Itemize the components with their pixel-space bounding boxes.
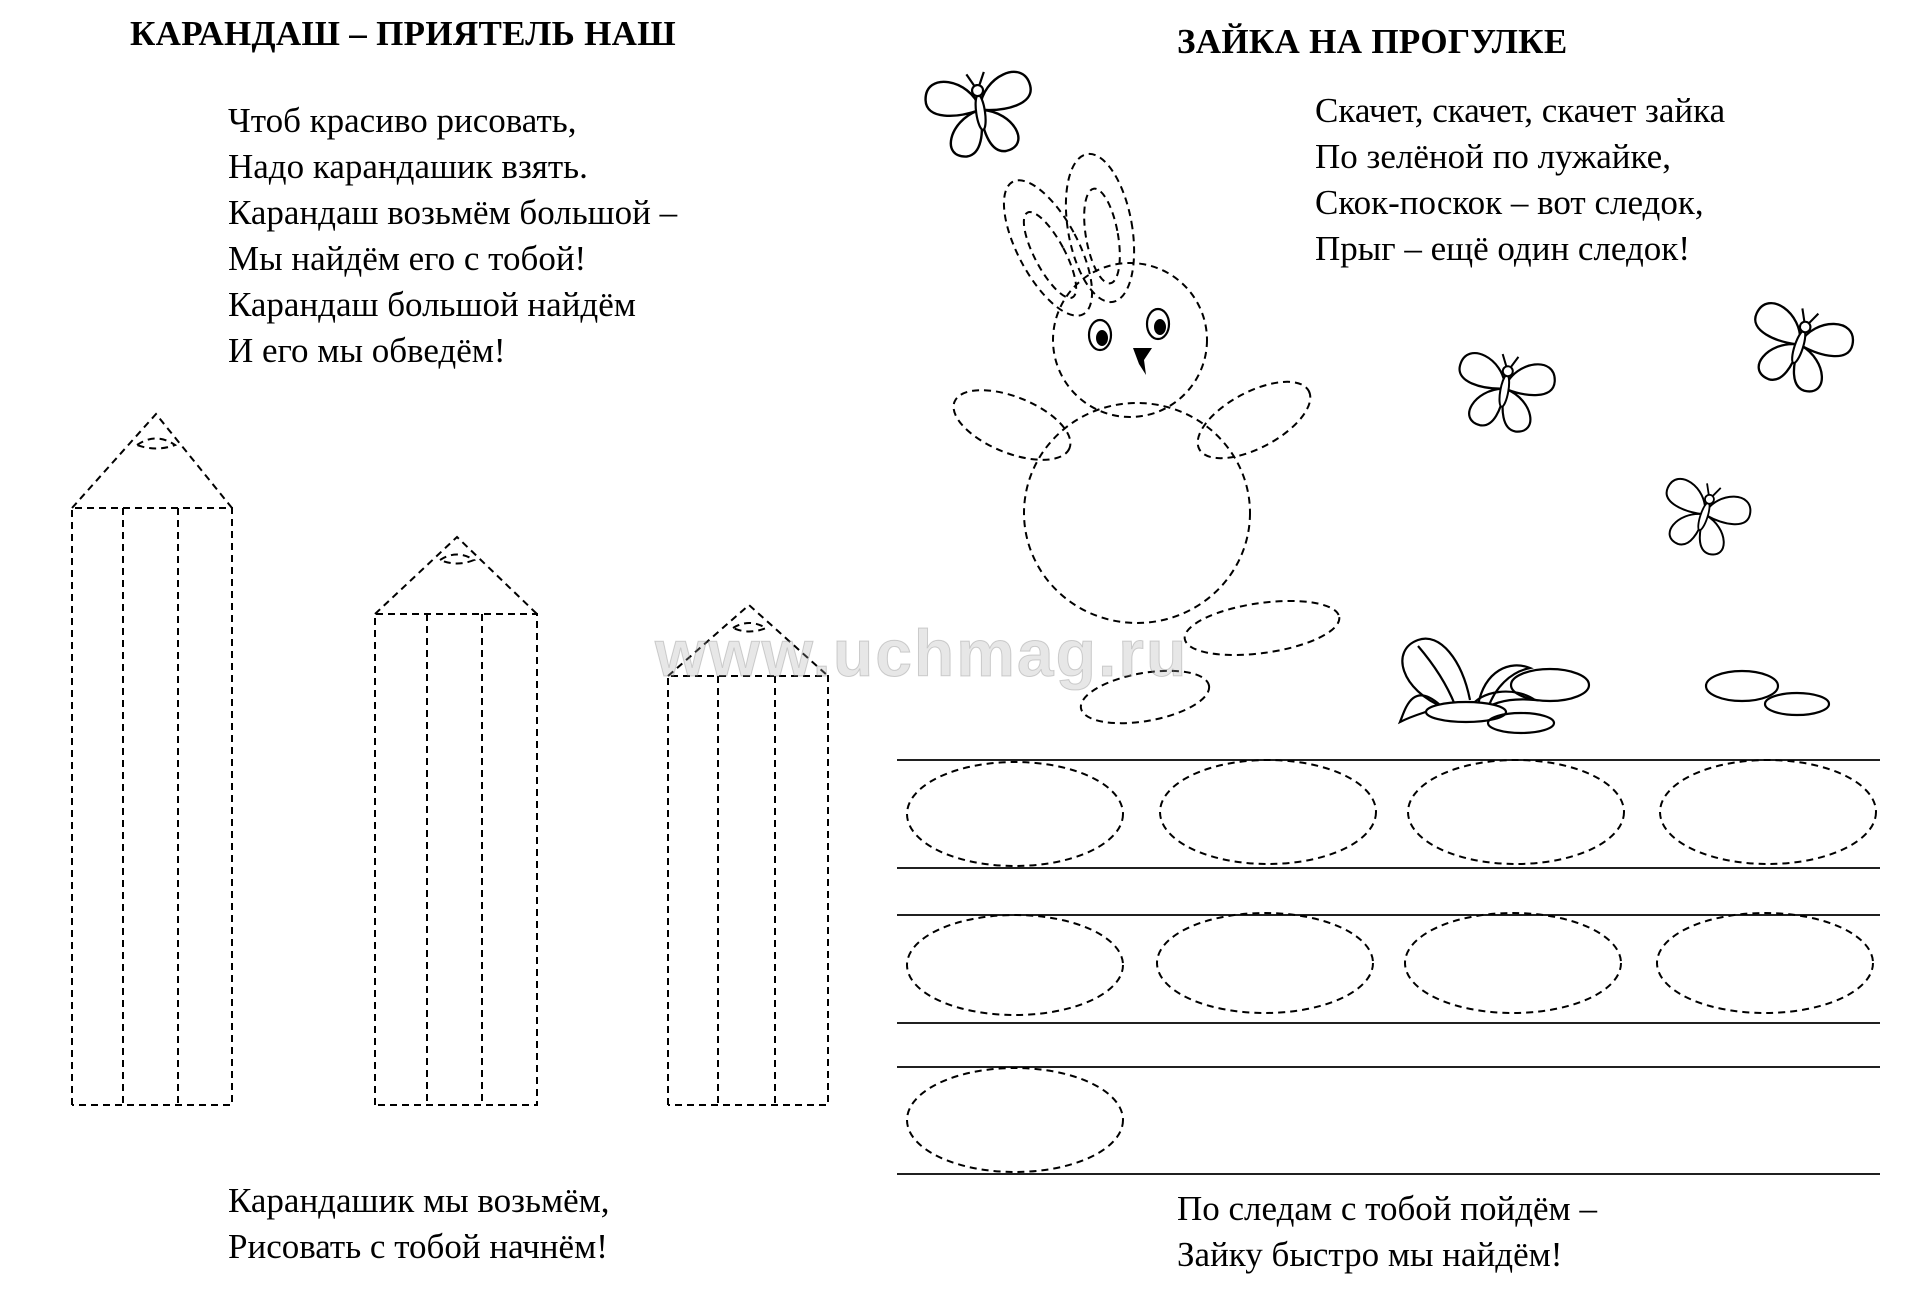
poem-line: Скачет, скачет, скачет зайка xyxy=(1315,91,1726,130)
poem-line: Мы найдём его с тобой! xyxy=(228,239,587,278)
watermark-text: www.uchmag.ru xyxy=(655,616,1189,690)
track-lines xyxy=(897,760,1880,1174)
poem-line: Прыг – ещё один следок! xyxy=(1315,229,1690,268)
poem-line: По зелёной по лужайке, xyxy=(1315,137,1671,176)
butterfly-icon xyxy=(1652,472,1755,562)
poem-line: Карандаш большой найдём xyxy=(228,285,636,324)
poem-line: Надо карандашик взять. xyxy=(228,147,588,186)
poem-line: Карандашик мы возьмём, xyxy=(228,1181,610,1220)
right-title: ЗАЙКА НА ПРОГУЛКЕ xyxy=(1177,22,1568,61)
butterfly-icon xyxy=(1450,347,1558,437)
bunny-face xyxy=(1089,309,1169,375)
poem-line: По следам с тобой пойдём – xyxy=(1177,1189,1597,1228)
left-title: КАРАНДАШ – ПРИЯТЕЛЬ НАШ xyxy=(130,14,676,53)
footprint-oval-icon xyxy=(907,760,1876,1172)
butterfly-icon xyxy=(1738,295,1858,400)
poem-line: И его мы обведём! xyxy=(228,331,506,370)
butterfly-icon xyxy=(923,66,1039,161)
poem-line: Карандаш возьмём большой – xyxy=(228,193,678,232)
pencil-outline-icon xyxy=(72,414,232,1105)
poem-line: Скок-поскок – вот следок, xyxy=(1315,183,1704,222)
grass-tuft-icon xyxy=(1400,639,1535,722)
stone-icon xyxy=(1488,669,1829,733)
pencil-outline-icon xyxy=(375,537,537,1105)
poem-line: Рисовать с тобой начнём! xyxy=(228,1227,608,1266)
poem-line: Зайку быстро мы найдём! xyxy=(1177,1235,1563,1274)
poem-line: Чтоб красиво рисовать, xyxy=(228,101,577,140)
